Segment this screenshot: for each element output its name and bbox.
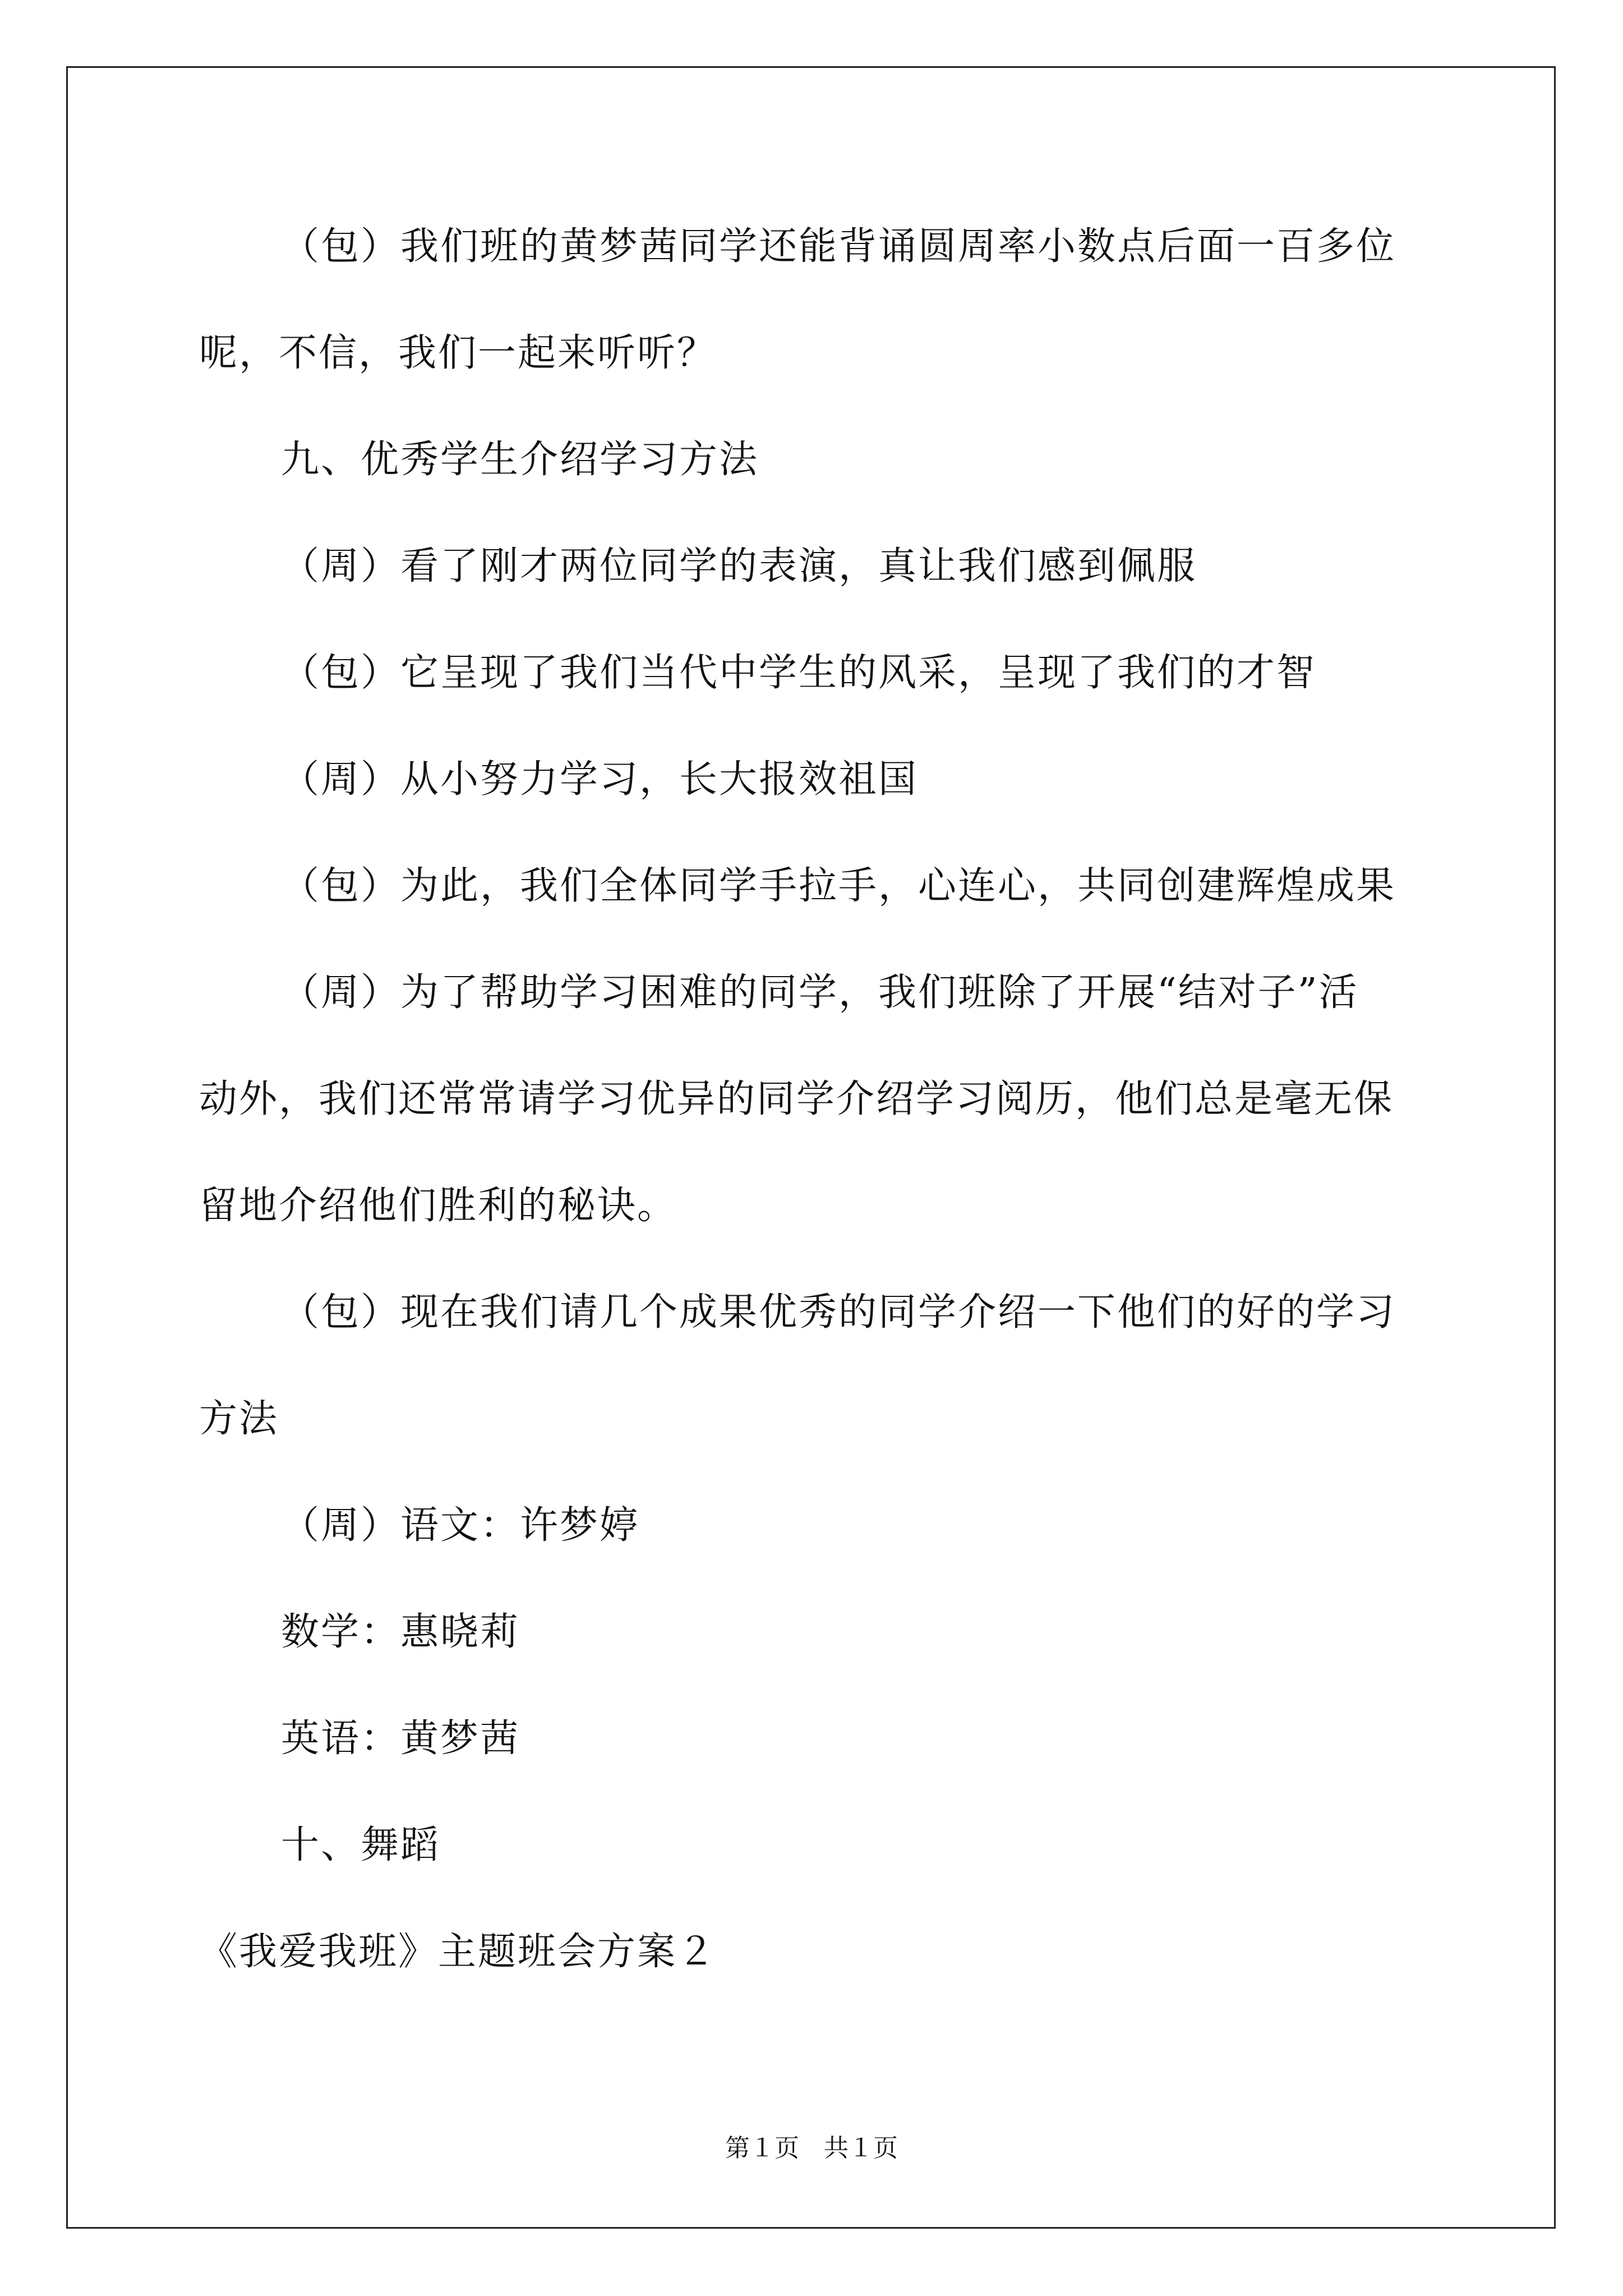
- paragraph-line: 呢，不信，我们一起来听听？: [199, 331, 717, 375]
- document-title: 《我爱我班》主题班会方案２: [199, 1930, 717, 1974]
- paragraph-line: （周）为了帮助学习困难的同学，我们班除了开展“结对子”活: [281, 970, 1359, 1015]
- paragraph-line: （周）看了刚才两位同学的表演，真让我们感到佩服: [281, 544, 1197, 588]
- section-heading: 九、优秀学生介绍学习方法: [281, 438, 759, 482]
- paragraph-line: （周）从小努力学习，长大报效祖国: [281, 757, 919, 802]
- section-heading: 十、舞蹈: [281, 1823, 441, 1867]
- page-border: [66, 66, 1556, 2229]
- paragraph-line: （包）我们班的黄梦茜同学还能背诵圆周率小数点后面一百多位: [281, 224, 1396, 269]
- paragraph-line: （包）现在我们请几个成果优秀的同学介绍一下他们的好的学习: [281, 1290, 1396, 1335]
- paragraph-line: 数学：惠晓莉: [281, 1610, 520, 1654]
- paragraph-line: 动外，我们还常常请学习优异的同学介绍学习阅历，他们总是毫无保: [199, 1077, 1394, 1121]
- paragraph-line: （包）为此，我们全体同学手拉手，心连心，共同创建辉煌成果: [281, 864, 1396, 908]
- paragraph-line: 英语：黄梦茜: [281, 1717, 520, 1761]
- page-footer: 第１页 共１页: [725, 2134, 898, 2162]
- paragraph-line: 留地介绍他们胜利的秘诀。: [199, 1184, 677, 1228]
- paragraph-line: 方法: [199, 1397, 279, 1441]
- paragraph-line: （包）它呈现了我们当代中学生的风采，呈现了我们的才智: [281, 651, 1317, 695]
- paragraph-line: （周）语文：许梦婷: [281, 1503, 640, 1548]
